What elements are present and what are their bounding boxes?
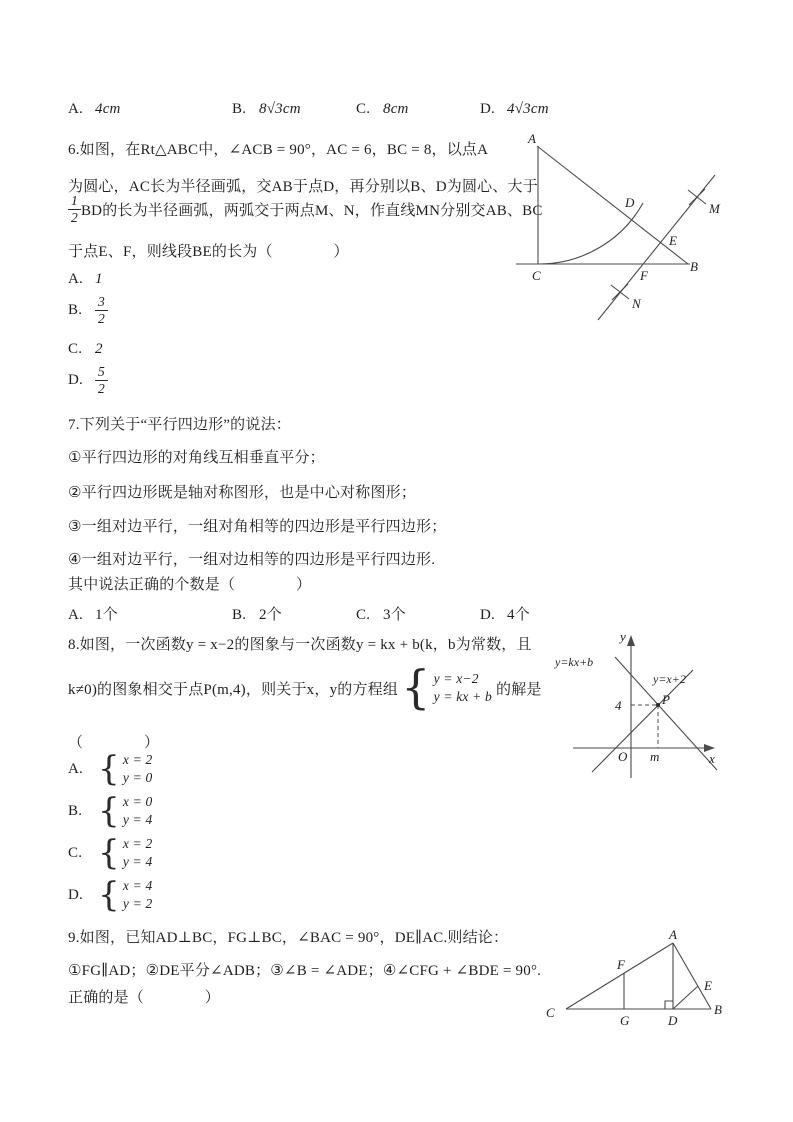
equation-1: x = 2	[122, 752, 153, 768]
fraction-numerator: 5	[95, 364, 108, 381]
option-text: 4个	[507, 607, 530, 623]
label-B: B	[690, 259, 698, 274]
q8-option-a	[68, 748, 153, 789]
option-text: 8cm	[383, 101, 409, 117]
option-text: 3个	[383, 607, 406, 623]
q6-option-b	[68, 294, 108, 326]
q9-triangle-figure	[543, 922, 733, 1032]
q6-option-d	[68, 364, 108, 396]
system-brace: {	[401, 660, 431, 715]
q5-option-a	[68, 101, 121, 118]
fraction	[95, 294, 108, 326]
option-label: A.	[68, 607, 83, 623]
equation-2: y = 0	[122, 770, 153, 785]
option-label: A.	[68, 271, 83, 287]
q8-paren: （ ）	[68, 735, 160, 751]
label-E: E	[669, 233, 677, 248]
label-G: G	[620, 1013, 630, 1028]
equation-system	[123, 877, 153, 912]
option-text: 8√3cm	[259, 101, 301, 117]
q8-graph-figure	[545, 625, 730, 787]
q7-item-1: ①平行四边形的对角线互相垂直平分；	[68, 450, 325, 466]
point-P	[656, 703, 660, 707]
option-text: 1个	[95, 607, 118, 623]
arc-center-A	[538, 203, 643, 264]
q6-option-a	[68, 271, 103, 288]
equation-system	[434, 670, 492, 705]
q9-line-3: 正确的是（ ）	[68, 990, 221, 1006]
label-line-kx-b: y=kx+b	[555, 655, 594, 669]
option-text: 1	[95, 271, 103, 287]
segment-DE	[673, 986, 698, 1009]
system-brace: {	[98, 832, 120, 873]
q7-question: 其中说法正确的个数是（ ）	[68, 577, 312, 593]
option-label: C.	[356, 101, 371, 117]
label-F: F	[640, 268, 648, 283]
system-brace: {	[98, 790, 120, 831]
label-F: F	[617, 957, 625, 972]
label-M: M	[709, 201, 720, 216]
q5-option-b	[232, 101, 301, 118]
segment-CA	[566, 943, 673, 1009]
label-P: P	[662, 692, 670, 707]
option-label: C.	[356, 607, 371, 623]
label-C: C	[532, 268, 541, 283]
label-origin: O	[618, 749, 628, 764]
system-brace: {	[98, 748, 120, 789]
option-label: C.	[68, 341, 83, 357]
label-D: D	[625, 195, 635, 210]
label-4: 4	[615, 698, 622, 713]
q6-line-4: 于点E、F，则线段BE的长为（ ）	[68, 244, 349, 260]
option-label: D.	[480, 101, 495, 117]
fraction-denominator: 2	[98, 310, 105, 326]
q6-line-3	[68, 193, 543, 225]
label-line-x-2: y=x+2	[653, 672, 686, 686]
equation-1: x = 4	[122, 878, 153, 894]
equation-2: y = 4	[122, 854, 153, 869]
q8-option-d	[68, 874, 153, 915]
q7-item-4: ④一组对边平行，一组对边相等的四边形是平行四边形.	[68, 552, 436, 568]
option-text: 4cm	[95, 101, 121, 117]
option-text: 2个	[259, 607, 282, 623]
q7-item-3: ③一组对边平行，一组对角相等的四边形是平行四边形；	[68, 519, 447, 535]
system-brace: {	[98, 874, 120, 915]
cross-mark-M	[689, 189, 705, 205]
equation-2: y = 2	[122, 896, 153, 911]
label-A: A	[528, 131, 536, 146]
option-label: B.	[68, 301, 83, 318]
option-label: C.	[68, 844, 83, 861]
q8-line-2	[68, 660, 542, 715]
equation-1: x = 2	[122, 836, 153, 852]
q7-option-b	[232, 603, 282, 624]
option-text: 4√3cm	[507, 101, 549, 117]
fraction-half	[68, 193, 81, 225]
option-label: D.	[68, 371, 83, 388]
label-m: m	[650, 749, 660, 764]
equation-1: y = x−2	[433, 671, 479, 687]
equation-system	[123, 835, 153, 870]
label-y-axis: y	[620, 629, 626, 644]
q6-line-1: 6.如图，在Rt△ABC中，∠ACB = 90°，AC = 6，BC = 8，以点A	[68, 142, 489, 158]
segment-AB	[673, 943, 711, 1009]
label-D: D	[668, 1013, 678, 1028]
equation-1: x = 0	[122, 794, 153, 810]
q6-construction-figure	[503, 128, 733, 328]
label-N: N	[632, 296, 641, 311]
option-label: A.	[68, 760, 83, 777]
q7-option-c	[356, 603, 406, 624]
q8-line-2-post: 的解是	[496, 681, 542, 698]
q6-line-2: 为圆心，AC长为半径画弧，交AB于点D，再分别以B、D为圆心、大于	[68, 179, 538, 195]
cross-mark-N	[612, 284, 628, 300]
label-A: A	[669, 927, 677, 942]
option-label: A.	[68, 101, 83, 117]
option-label: B.	[232, 101, 247, 117]
fraction-denominator: 2	[71, 209, 78, 225]
q9-line-2: ①FG∥AD；②DE平分∠ADB；③∠B = ∠ADE；④∠CFG + ∠BDE = 90°.	[68, 963, 542, 979]
equation-2: y = 4	[122, 812, 153, 827]
q9-line-1: 9.如图，已知AD⊥BC，FG⊥BC，∠BAC = 90°，DE∥AC.则结论：	[68, 930, 509, 946]
q6-option-c	[68, 341, 103, 358]
option-label: D.	[68, 886, 83, 903]
label-x-axis: x	[709, 751, 715, 766]
q8-line-1: 8.如图，一次函数y = x−2的图象与一次函数y = kx + b(k，b为常数，且	[68, 637, 532, 653]
y-axis-arrow	[627, 635, 635, 646]
fraction-numerator: 3	[95, 294, 108, 311]
right-angle-mark	[665, 1001, 673, 1009]
equation-system	[123, 793, 153, 828]
option-label: B.	[232, 607, 247, 623]
q8-line-2-pre: k≠0)的图象相交于点P(m,4)，则关于x，y的方程组	[68, 681, 399, 698]
label-B: B	[714, 1002, 722, 1017]
label-E: E	[704, 978, 712, 993]
equation-system	[123, 751, 153, 786]
q7-item-2: ②平行四边形既是轴对称图形，也是中心对称图形；	[68, 485, 417, 501]
q7-line-1: 7.下列关于“平行四边形”的说法：	[68, 417, 291, 433]
option-text: 2	[95, 341, 103, 357]
equation-2: y = kx + b	[433, 689, 493, 704]
fraction	[95, 364, 108, 396]
q8-option-b	[68, 790, 153, 831]
option-label: B.	[68, 802, 83, 819]
label-C: C	[546, 1005, 555, 1020]
q7-option-a	[68, 603, 118, 624]
segment-AB	[537, 146, 688, 264]
q7-option-d	[480, 603, 530, 624]
fraction-denominator: 2	[98, 380, 105, 396]
option-label: D.	[480, 607, 495, 623]
q5-option-d	[480, 101, 549, 118]
q6-line-3-text: BD的长为半径画弧，两弧交于两点M、N，作直线MN分别交AB、BC	[80, 202, 543, 219]
fraction-numerator: 1	[68, 193, 81, 210]
q5-option-c	[356, 101, 409, 118]
q8-option-c	[68, 832, 153, 873]
